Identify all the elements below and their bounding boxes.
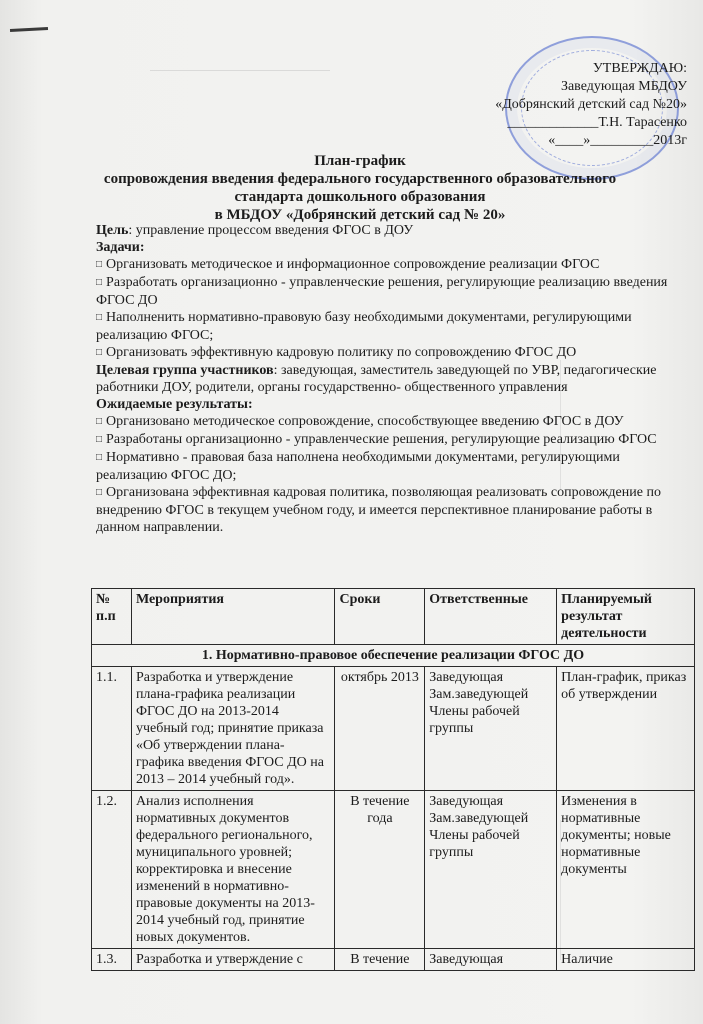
approval-signer: Т.Н. Тарасенко xyxy=(598,115,687,130)
results-label-text: Ожидаемые результаты xyxy=(96,397,248,412)
row-event: Разработка и утверждение плана-графика реализации ФГОС ДО на 2013-2014 учебный год; принятие приказа «Об утверждении плана-графика введения ФГОС ДО на 2013 – 2014 учебный год». xyxy=(131,667,335,791)
row-term: В течение xyxy=(335,949,425,971)
approval-heading: УТВЕРЖДАЮ: xyxy=(592,61,687,76)
target-group-label: Целевая группа участников xyxy=(96,363,274,378)
col-header-term: Сроки xyxy=(335,589,425,645)
title-line-1: План-график xyxy=(314,153,406,169)
title-line-4: в МБДОУ «Добрянский детский сад № 20» xyxy=(214,207,506,223)
plan-table xyxy=(91,588,695,971)
task-item: □ Организовать методическое и информационное сопровождение реализации ФГОС xyxy=(96,256,692,274)
col-header-result: Планируемый результат деятельности xyxy=(557,589,695,645)
approval-date-year: 2013г xyxy=(653,133,687,148)
row-result: Наличие xyxy=(557,949,695,971)
tasks-label-text: Задачи xyxy=(96,240,140,255)
approval-position: Заведующая МБДОУ xyxy=(560,79,687,94)
table-row xyxy=(92,667,695,791)
table-row xyxy=(92,949,695,971)
task-item: □ Наполненить нормативно-правовую базу необходимыми документами, регулирующими реализацию ФГОС; xyxy=(96,309,692,344)
result-item: □ Нормативно - правовая база наполнена необходимыми документами, регулирующими реализацию ФГОС ДО; xyxy=(96,449,692,484)
col-header-resp: Ответственные xyxy=(425,589,557,645)
row-event: Анализ исполнения нормативных документов федерального регионального, муниципального уровней; корректировка и внесение изменений в нормативно-правовые документы на 2013-2014 учебный год, принятие новых документов. xyxy=(131,791,335,949)
result-item: □ Разработаны организационно - управленческие решения, регулирующие реализацию ФГОС xyxy=(96,431,692,449)
section-title: 1. Нормативно-правовое обеспечение реализации ФГОС ДО xyxy=(92,645,695,667)
row-term: В течение года xyxy=(335,791,425,949)
target-group-text: : заведующая, заместитель заведующей по УВР, педагогические работники ДОУ, родители, органы государственно- общественного управления xyxy=(96,363,657,395)
goal-text: : управление процессом введения ФГОС в ДОУ xyxy=(128,223,414,238)
approval-date: «____»_________2013г xyxy=(548,133,687,148)
table-row xyxy=(92,791,695,949)
goal-label: Цель xyxy=(96,223,129,238)
results-label: Ожидаемые результаты: xyxy=(96,397,253,412)
row-resp: Заведующая Зам.заведующей Члены рабочей группы xyxy=(425,791,557,949)
document-title xyxy=(60,152,660,224)
task-item: □ Разработать организационно - управленческие решения, регулирующие реализацию введения ФГОС ДО xyxy=(96,274,692,309)
row-term: октябрь 2013 xyxy=(335,667,425,791)
section-row xyxy=(92,645,695,667)
col-header-event: Мероприятия xyxy=(131,589,335,645)
row-num: 1.1. xyxy=(92,667,132,791)
col-header-num: № п.п xyxy=(92,589,132,645)
approval-block xyxy=(495,60,687,150)
result-item: □ Организовано методическое сопровождение, способствующее введению ФГОС в ДОУ xyxy=(96,413,692,431)
task-item: □ Организовать эффективную кадровую политику по сопровождению ФГОС ДО xyxy=(96,344,692,362)
row-result: Изменения в нормативные документы; новые нормативные документы xyxy=(557,791,695,949)
approval-signature: _____________Т.Н. Тарасенко xyxy=(507,115,687,130)
row-num: 1.2. xyxy=(92,791,132,949)
row-resp: Заведующая xyxy=(425,949,557,971)
tasks-label: Задачи: xyxy=(96,240,145,255)
row-resp: Заведующая Зам.заведующей Члены рабочей группы xyxy=(425,667,557,791)
row-num: 1.3. xyxy=(92,949,132,971)
title-line-3: стандарта дошкольного образования xyxy=(234,189,486,205)
target-group xyxy=(96,362,692,396)
row-event: Разработка и утверждение с xyxy=(131,949,335,971)
document-body xyxy=(96,222,692,536)
table-header-row xyxy=(92,589,695,645)
approval-date-prefix: «____» xyxy=(548,133,591,148)
title-line-2: сопровождения введения федерального государственного образовательного xyxy=(103,171,617,187)
row-result: План-график, приказ об утверждении xyxy=(557,667,695,791)
result-item: □ Организована эффективная кадровая политика, позволяющая реализовать сопровождение по внедрению ФГОС в текущем учебном году, и имеется перспективное планирование работы в данном направлении. xyxy=(96,484,692,536)
approval-org: «Добрянский детский сад №20» xyxy=(495,97,687,112)
goal xyxy=(96,222,692,239)
